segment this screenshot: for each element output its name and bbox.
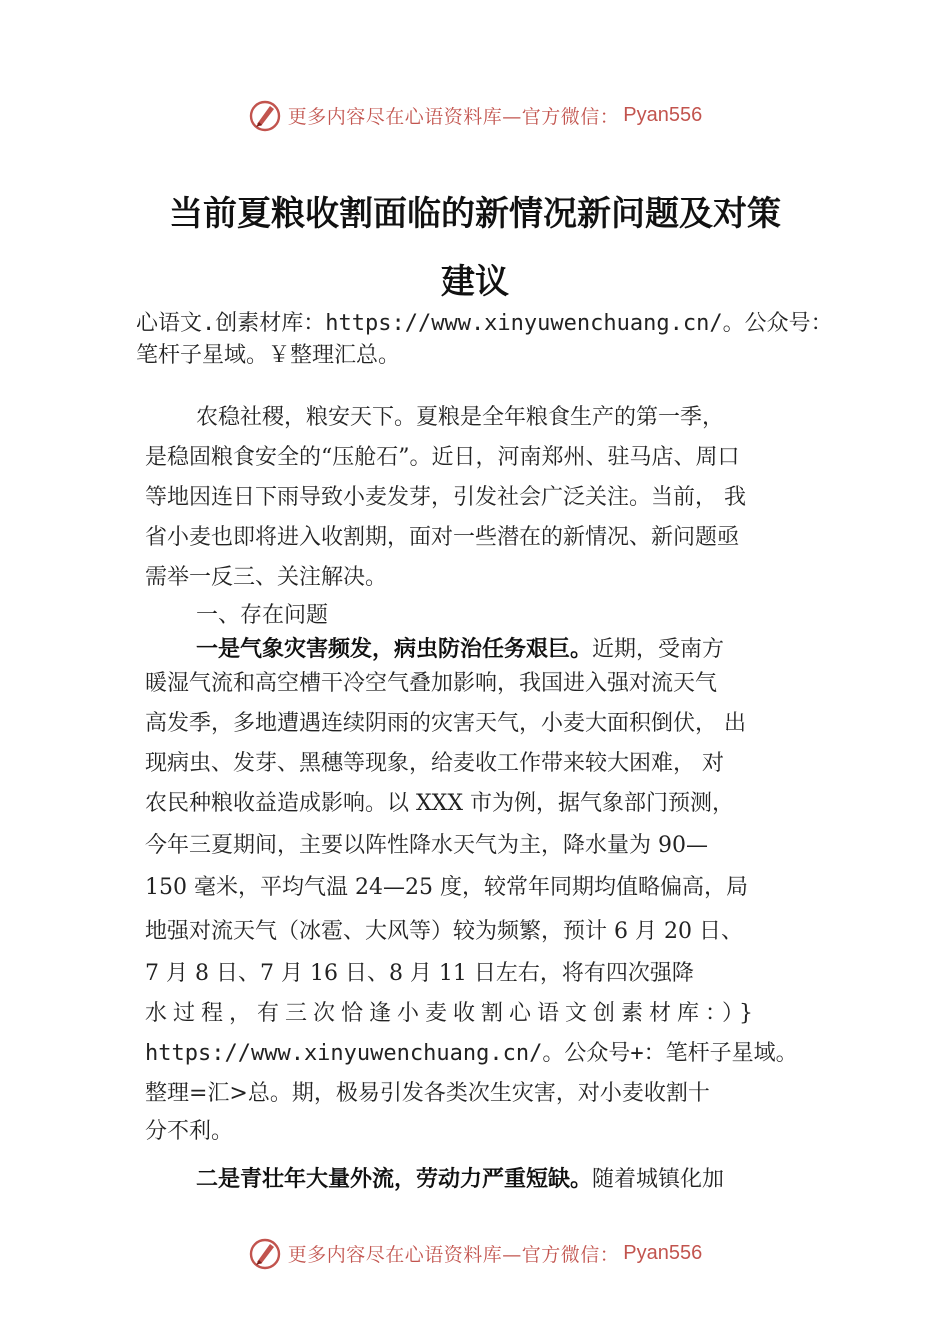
paragraph-line: 今年三夏期间，主要以阵性降水天气为主，降水量为 90—	[145, 833, 708, 858]
paragraph-line: 整理=汇>总。期，极易引发各类次生灾害，对小麦收割十	[145, 1081, 710, 1106]
paragraph-line: 是稳固粮食安全的“压舱石”。近日，河南郑州、驻马店、周口	[145, 445, 740, 470]
paragraph-line: 地强对流天气（冰雹、大风等）较为频繁，预计 6 月 20 日、	[145, 919, 743, 944]
paragraph-line-url: https://www.xinyuwenchuang.cn/。公众号+：笔杆子星域。	[145, 1041, 798, 1066]
paragraph-line: 现病虫、发芽、黑穗等现象，给麦收工作带来较大困难， 对	[145, 751, 724, 776]
paragraph-line: 等地因连日下雨导致小麦发芽，引发社会广泛关注。当前， 我	[145, 485, 746, 510]
banner-text: 更多内容尽在心语资料库—官方微信：	[287, 105, 620, 128]
point-2-lead: 随着城镇化加	[592, 1167, 725, 1192]
point-2-heading: 二是青壮年大量外流，劳动力严重短缺。	[196, 1167, 593, 1192]
paragraph-line: 暖湿气流和高空槽干冷空气叠加影响，我国进入强对流天气	[145, 671, 718, 696]
paragraph-line: 7 月 8 日、7 月 16 日、8 月 11 日左右，将有四次强降	[145, 961, 694, 986]
paragraph-line: 需举一反三、关注解决。	[145, 565, 388, 590]
source-line-1: 心语文.创素材库：https://www.xinyuwenchuang.cn/。公众号：	[136, 311, 833, 336]
document-title-continued: 建议	[441, 262, 509, 302]
header-banner	[0, 95, 950, 135]
document-title: 当前夏粮收割面临的新情况新问题及对策	[169, 194, 781, 234]
brush-logo-icon	[248, 1236, 282, 1270]
brush-logo-icon	[248, 98, 282, 132]
paragraph-line: 农民种粮收益造成影响。以 XXX 市为例，据气象部门预测，	[145, 791, 734, 816]
banner-text: 更多内容尽在心语资料库—官方微信：	[287, 1243, 620, 1266]
source-line-2: 笔杆子星域。￥整理汇总。	[136, 343, 401, 368]
point-1-line	[196, 632, 896, 663]
section-heading: 一、存在问题	[196, 603, 329, 628]
point-1-heading: 一是气象灾害频发，病虫防治任务艰巨。	[196, 637, 593, 662]
paragraph-line: 水过程，有三次恰逢小麦收割心语文创素材库：）}	[145, 1001, 759, 1026]
banner-wechat-id: Pyan556	[623, 103, 703, 126]
banner-wechat-id: Pyan556	[623, 1241, 703, 1264]
paragraph-line: 分不利。	[145, 1119, 234, 1144]
paragraph-line: 高发季，多地遭遇连续阴雨的灾害天气，小麦大面积倒伏， 出	[145, 711, 746, 736]
point-2-line	[196, 1162, 896, 1193]
paragraph-line: 150 毫米，平均气温 24—25 度，较常年同期均值略偏高，局	[145, 875, 748, 900]
paragraph-line: 农稳社稷，粮安天下。夏粮是全年粮食生产的第一季，	[196, 405, 725, 430]
paragraph-line: 省小麦也即将进入收割期，面对一些潜在的新情况、新问题亟	[145, 525, 740, 550]
footer-banner	[0, 1233, 950, 1273]
point-1-lead: 近期，受南方	[592, 637, 725, 662]
